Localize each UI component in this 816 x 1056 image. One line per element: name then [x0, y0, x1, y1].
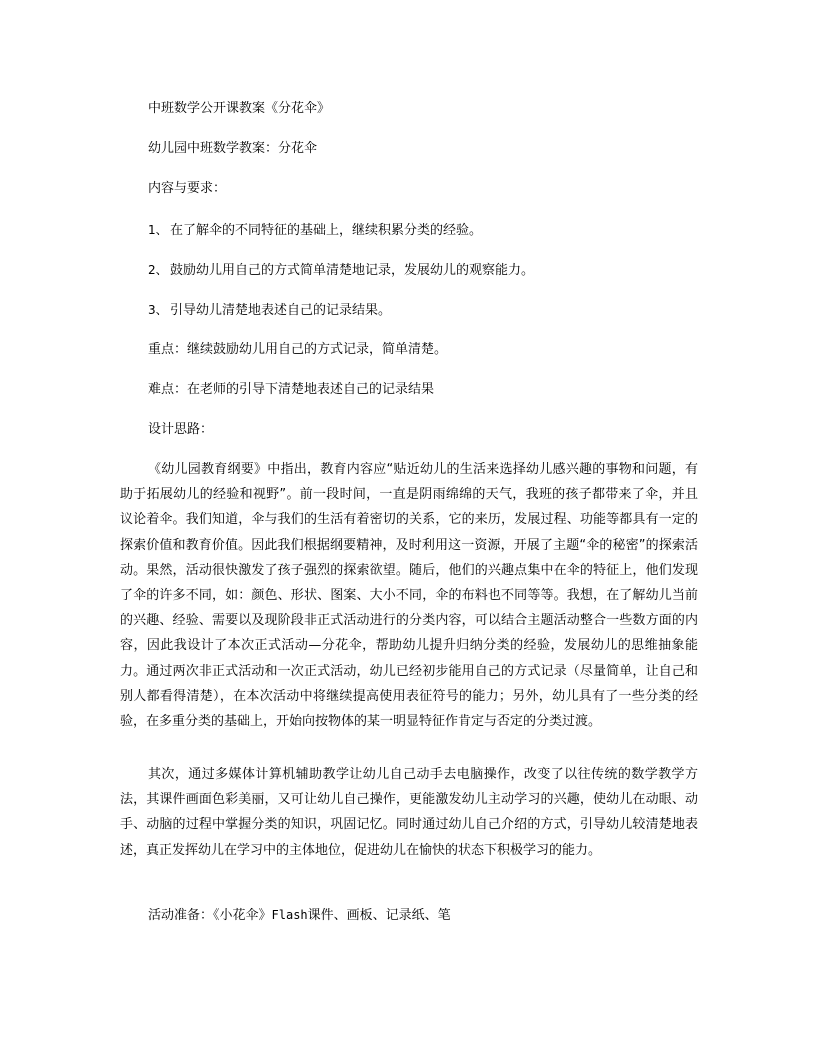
second-paragraph: 其次，通过多媒体计算机辅助教学让幼儿自己动手去电脑操作，改变了以往传统的数学教学方法，其课件画面色彩美丽，又可让幼儿自己操作，更能激发幼儿主动学习的兴趣，使幼儿在动眼、动手、动脑的过程中掌握分类的知识，巩固记忆。同时通过幼儿自己介绍的方式，引导幼儿较清楚地表述，真正发挥幼儿在学习中的主体地位，促进幼儿在愉快的状态下积极学习的能力。: [120, 767, 698, 858]
requirement-number: 1、: [148, 223, 168, 237]
requirement-text: 引导幼儿清楚地表述自己的记录结果。: [170, 303, 392, 318]
requirement-text: 在了解伞的不同特征的基础上，继续积累分类的经验。: [170, 223, 483, 238]
content-heading: 内容与要求：: [148, 181, 227, 196]
preparation-flash: Flash: [271, 908, 308, 922]
requirement-item: [148, 301, 391, 320]
requirement-text: 鼓励幼儿用自己的方式简单清楚地记录，发展幼儿的观察能力。: [170, 263, 535, 278]
activity-preparation: [148, 906, 451, 925]
preparation-prefix: 活动准备：《小花伞》: [148, 908, 272, 923]
document-subtitle: 幼儿园中班数学教案：分花伞: [148, 141, 318, 156]
design-paragraph: 《幼儿园教育纲要》中指出，教育内容应“贴近幼儿的生活来选择幼儿感兴趣的事物和问题，有助于拓展幼儿的经验和视野”。前一段时间，一直是阴雨绵绵的天气，我班的孩子都带来了伞，并且议论着伞。我们知道，伞与我们的生活有着密切的关系，它的来历，发展过程、功能等都具有一定的探索价值和教育价值。因此我们根据纲要精神，及时利用这一资源，开展了主题“伞的秘密”的探索活动。果然，活动很快激发了孩子强烈的探索欲望。随后，他们的兴趣点集中在伞的特征上，他们发现了伞的许多不同，如：颜色、形状、图案、大小不同，伞的布料也不同等等。我想，在了解幼儿当前的兴趣、经验、需要以及现阶段非正式活动进行的分类内容，可以结合主题活动整合一些数方面的内容，因此我设计了本次正式活动—分花伞，帮助幼儿提升归纳分类的经验，发展幼儿的思维抽象能力。通过两次非正式活动和一次正式活动，幼儿已经初步能用自己的方式记录（尽量简单，让自己和别人都看得清楚），在本次活动中将继续提高使用表征符号的能力；另外，幼儿具有了一些分类的经验，在多重分类的基础上，开始向按物体的某一明显特征作肯定与否定的分类过渡。: [120, 462, 698, 730]
requirement-number: 2、: [148, 263, 168, 277]
difficulty-point: 难点：在老师的引导下清楚地表述自己的记录结果: [148, 382, 435, 397]
requirement-item: [148, 221, 482, 240]
requirement-number: 3、: [148, 303, 168, 317]
design-heading: 设计思路：: [148, 422, 214, 437]
key-point: 重点：继续鼓励幼儿用自己的方式记录，简单清楚。: [148, 342, 448, 357]
requirement-item: [148, 261, 534, 280]
preparation-suffix: 课件、画板、记录纸、笔: [307, 908, 451, 923]
document-title: 中班数学公开课教案《分花伞》: [148, 101, 331, 116]
